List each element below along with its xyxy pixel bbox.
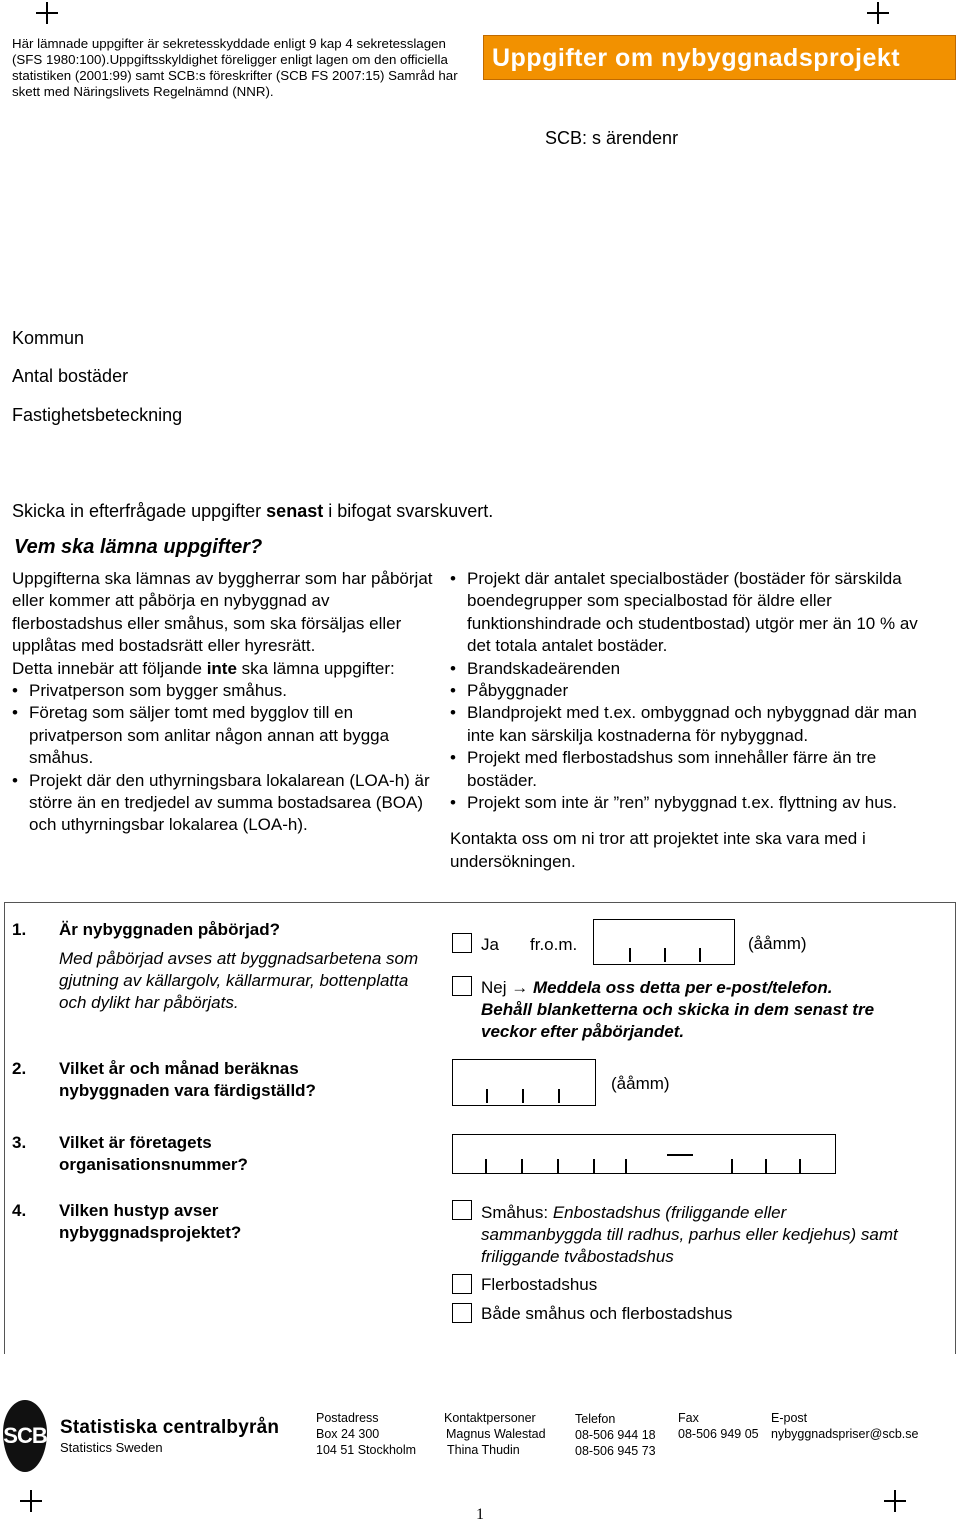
- logo-english: Statistics Sweden: [60, 1440, 163, 1455]
- deadline-after: i bifogat svarskuvert.: [328, 501, 494, 521]
- q1-no-label: Nej: [481, 978, 507, 997]
- q3-number: 3.: [12, 1133, 27, 1152]
- logo-name: Statistiska centralbyrån: [60, 1417, 280, 1438]
- registration-mark-top-right: [867, 2, 889, 24]
- list-item: • Brandskadeärenden: [450, 658, 945, 680]
- fax-1: 08-506 949 05: [678, 1427, 759, 1441]
- address-line-1: Box 24 300: [316, 1427, 380, 1441]
- fax-heading: Fax: [678, 1411, 699, 1425]
- digit-divider: [557, 1159, 559, 1173]
- list-item: • Projekt där antalet specialbostäder (bostäder för särskilda boendegrupper som specialbostad för äldre eller funktionshindrade och studentbostad) utgör mer än 10 % av det totala antalet bostäder.: [450, 568, 945, 658]
- scb-logo-icon: [3, 1400, 47, 1472]
- q4-question: Vilken hustyp avser nybyggnadsprojektet?: [59, 1201, 242, 1242]
- q1-no-instruction-2: Behåll blanketterna och skicka in dem senast tre veckor efter påbörjandet.: [481, 1000, 875, 1041]
- digit-divider: [664, 948, 666, 962]
- q2-date-format: (ååmm): [611, 1074, 670, 1093]
- list-item: • Projekt som inte är ”ren” nybyggnad t.ex. flyttning av hus.: [450, 792, 945, 814]
- q4-option-multidwelling: Flerbostadshus: [481, 1275, 598, 1294]
- who-heading: Vem ska lämna uppgifter?: [14, 536, 263, 558]
- footer-phone: [575, 1411, 656, 1459]
- municipality-label: Kommun: [12, 328, 85, 348]
- arrow-right-icon: →: [511, 978, 529, 997]
- email-address: nybyggnadspriser@scb.se: [771, 1427, 919, 1441]
- q1-from-label: fr.o.m.: [530, 935, 578, 954]
- q1-question: Är nybyggnaden påbörjad?: [59, 920, 281, 939]
- digit-divider: [485, 1159, 487, 1173]
- q1-date-format: (ååmm): [748, 934, 807, 953]
- q1-explanation: Med påbörjad avses att byggnadsarbetena som gjutning av källargolv, källarmurar, bottenplatta och dylikt har påbörjats.: [59, 949, 419, 1012]
- exclusion-intro-after: ska lämna uppgifter:: [241, 658, 395, 678]
- deadline-bold: senast: [266, 501, 324, 521]
- q4-smallhouse-label: Småhus:: [481, 1203, 549, 1222]
- q2-number: 2.: [12, 1059, 27, 1078]
- q3-question: Vilket är företagets organisationsnummer?: [59, 1133, 248, 1174]
- digit-divider: [629, 948, 631, 962]
- registration-mark-bottom-left: [20, 1490, 42, 1512]
- footer-address: [316, 1410, 416, 1458]
- address-heading: Postadress: [316, 1411, 379, 1425]
- exclusion-intro: [12, 658, 437, 680]
- list-item: • Företag som säljer tomt med bygglov till en privatperson som anlitar någon annan att bygga småhus.: [12, 702, 437, 769]
- phone-1: 08-506 944 18: [575, 1428, 656, 1442]
- footer-contacts: [444, 1410, 546, 1458]
- q4-smallhouse-desc: Enbostadshus (friliggande eller sammanbyggda till radhus, parhus eller kedjehus) samt friliggande tvåbostadshus: [481, 1203, 898, 1266]
- dash-separator: [667, 1154, 693, 1156]
- q4-option-both: Både småhus och flerbostadshus: [481, 1304, 733, 1323]
- dwellings-label: Antal bostäder: [12, 366, 129, 386]
- property-label: Fastighetsbeteckning: [12, 405, 183, 425]
- contact-note: Kontakta oss om ni tror att projektet inte ska vara med i undersökningen.: [450, 829, 866, 871]
- exclusion-list-right: [450, 568, 945, 814]
- list-item: • Projekt med flerbostadshus som innehåller färre än tre bostäder.: [450, 747, 945, 792]
- deadline-text: [12, 500, 493, 522]
- digit-divider: [521, 1159, 523, 1173]
- q1-yes-label: Ja: [481, 935, 499, 954]
- list-item: • Blandprojekt med t.ex. ombyggnad och nybyggnad där man inte kan särskilja kostnaderna för nybyggnad.: [450, 702, 945, 747]
- q4-number: 4.: [12, 1201, 27, 1220]
- exclusion-list-left: [12, 680, 437, 837]
- right-column: [450, 568, 945, 873]
- deadline-before: Skicka in efterfrågade uppgifter: [12, 501, 262, 521]
- digit-divider: [765, 1159, 767, 1173]
- registration-mark-bottom-right: [884, 1490, 906, 1512]
- list-item: • Projekt där den uthyrningsbara lokalarean (LOA-h) är större än en tredjedel av summa bostadsarea (BOA) och uthyrningsbar lokalarea (LOA-h).: [12, 770, 437, 837]
- address-line-2: 104 51 Stockholm: [316, 1443, 417, 1457]
- digit-divider: [558, 1089, 560, 1103]
- q3-org-number-input[interactable]: [452, 1134, 836, 1174]
- footer-email: [771, 1410, 919, 1442]
- digit-divider: [731, 1159, 733, 1173]
- left-column: [12, 568, 437, 837]
- q2-question: Vilket år och månad beräknas nybyggnaden vara färdigställd?: [59, 1059, 316, 1100]
- list-item: • Privatperson som bygger småhus.: [12, 680, 437, 702]
- q1-no-row: [481, 977, 911, 1043]
- exclusion-intro-before: Detta innebär att följande: [12, 658, 202, 678]
- digit-divider: [593, 1159, 595, 1173]
- q1-no-instruction: Meddela oss detta per e-post/telefon.: [532, 978, 833, 997]
- registration-mark-top-left: [36, 2, 58, 24]
- page-number: 1: [476, 1506, 484, 1523]
- q4-smallhouse-checkbox[interactable]: [452, 1200, 472, 1220]
- phone-heading: Telefon: [575, 1412, 616, 1426]
- who-paragraph: Uppgifterna ska lämnas av byggherrar som har påbörjat eller kommer att påbörja en nybyggnad av flerbostadshus eller småhus, som ska försäljas eller upplåtas med bostadsrätt eller hyresrätt.: [12, 569, 433, 656]
- q1-yes-checkbox[interactable]: [452, 933, 472, 953]
- q2-completion-date-input[interactable]: [452, 1059, 596, 1106]
- case-number-label: SCB: s ärendenr: [545, 128, 679, 148]
- digit-divider: [625, 1159, 627, 1173]
- q4-multidwelling-checkbox[interactable]: [452, 1274, 472, 1294]
- digit-divider: [699, 948, 701, 962]
- digit-divider: [799, 1159, 801, 1173]
- exclusion-intro-bold: inte: [206, 658, 237, 678]
- phone-2: 08-506 945 73: [575, 1444, 656, 1458]
- q1-no-checkbox[interactable]: [452, 976, 472, 996]
- form-title: Uppgifter om nybyggnadsprojekt: [483, 35, 956, 80]
- logo-seal-text: SCB: [3, 1423, 47, 1448]
- q1-start-date-input[interactable]: [593, 919, 735, 965]
- q4-both-checkbox[interactable]: [452, 1303, 472, 1323]
- contact-person-2: Thina Thudin: [447, 1443, 520, 1457]
- q1-number: 1.: [12, 920, 27, 939]
- email-heading: E-post: [771, 1411, 808, 1425]
- contacts-heading: Kontaktpersoner: [444, 1411, 536, 1425]
- contact-person-1: Magnus Walestad: [446, 1427, 546, 1441]
- footer-fax: [678, 1410, 759, 1442]
- digit-divider: [522, 1089, 524, 1103]
- digit-divider: [486, 1089, 488, 1103]
- q4-option-smallhouse: [481, 1202, 911, 1268]
- legal-notice: Här lämnade uppgifter är sekretesskyddade enligt 9 kap 4 sekretesslagen (SFS 1980:100).Uppgiftsskyldighet föreligger enligt lagen om den officiella statistiken (2001:99) samt SCB:s föreskrifter (SCB FS 2007:15) Samråd har skett med Näringslivets Regelnämnd (NNR).: [12, 36, 458, 99]
- list-item: • Påbyggnader: [450, 680, 945, 702]
